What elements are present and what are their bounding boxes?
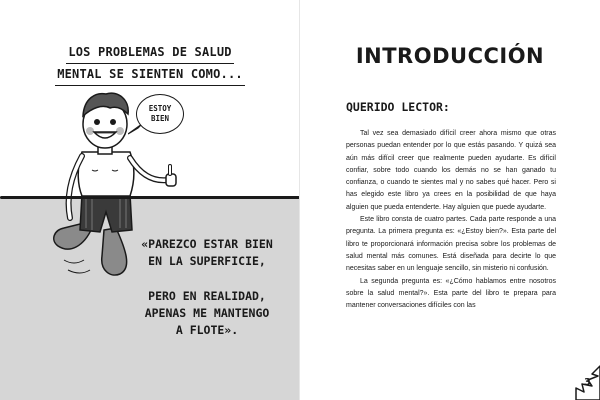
quote-line1: «PAREZCO ESTAR BIEN xyxy=(141,237,273,251)
quote-block xyxy=(122,236,292,339)
bubble-line2: BIEN xyxy=(150,114,170,123)
paragraph: Tal vez sea demasiado difícil creer ahora mismo que otras personas puedan entender por lo que estás pasando. Y quizá sea aún más difícil creer que realmente pueden ayudarte. Es difícil confiar, sobre todo cuando los demás no se han ganado tu confianza, o cuando te sientes mal y no sabes qué hacer. Pero si has elegido este libro ya crees en la posibilidad de que haya alguien que pueda entenderte. Hay alguien que puede ayudarte. xyxy=(346,130,556,211)
quote-line3: PERO EN REALIDAD, xyxy=(148,289,266,303)
paragraph: La segunda pregunta es: «¿Cómo hablamos entre nosotros sobre la salud mental?». Esta parte del libro te prepara para mantener conversaciones difíciles con las xyxy=(346,277,556,310)
quote-line2: EN LA SUPERFICIE, xyxy=(148,254,266,268)
bubble-line1: ESTOY xyxy=(148,104,172,113)
comic-title-line2: MENTAL SE SIENTEN COMO... xyxy=(55,64,245,86)
right-page xyxy=(300,0,600,400)
comic-title-line1: LOS PROBLEMAS DE SALUD xyxy=(66,42,233,64)
quote-line4: APENAS ME MANTENGO xyxy=(144,306,270,320)
page-title: INTRODUCCIÓN xyxy=(355,44,545,68)
paragraph: Este libro consta de cuatro partes. Cada parte responde a una pregunta. La primera pregunta es: «¿Estoy bien?». Esta parte del libro te proporcionará información precisa sobre los problemas de salud mental más comunes. Está diseñada para decirte lo que necesitas saber en un lenguaje sencillo, sin misterio ni confusión. xyxy=(346,216,556,273)
salutation: QUERIDO LECTOR: xyxy=(346,100,450,114)
water-surface-line xyxy=(0,196,300,199)
page-number: 3 xyxy=(584,377,591,388)
body-text xyxy=(346,128,556,368)
page-number-corner xyxy=(556,356,600,400)
quote-line5: A FLOTE». xyxy=(175,323,239,337)
page-corner-burst-icon xyxy=(556,356,600,400)
speech-bubble xyxy=(136,94,184,134)
